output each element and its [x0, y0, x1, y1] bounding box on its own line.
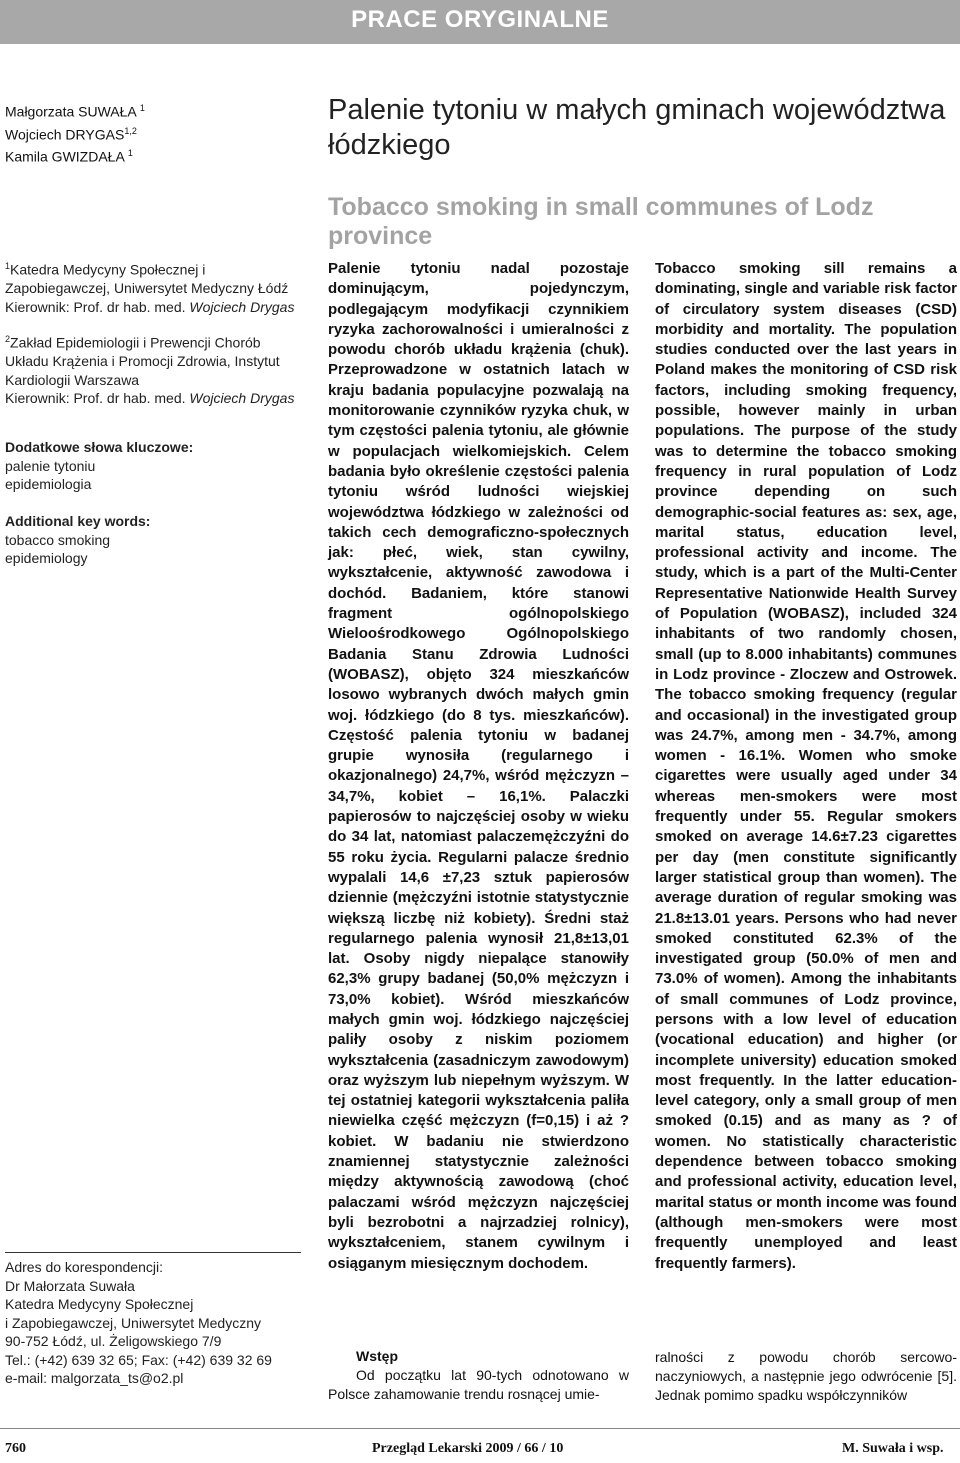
intro-heading: Wstęp	[356, 1348, 398, 1364]
author: Wojciech DRYGAS$^{1,2}$	[5, 125, 137, 143]
correspondence-divider	[5, 1252, 301, 1253]
section-header-bar	[0, 0, 960, 44]
keywords-english: Additional key words: tobacco smoking epidemiology	[5, 513, 151, 566]
intro-paragraph: Od początku lat 90-tych odnotowano w Polsce zahamowanie trendu rosnącej umie-	[328, 1367, 629, 1402]
footer-divider	[0, 1428, 960, 1429]
abstract-polish: Palenie tytoniu nadal pozostaje dominującym, pojedynczym, podlegającym modyfikacji czynnikiem ryzyka zachorowalności i umieralności z powodu chorób układu krążenia (chuk). Przeprowadzone w ostatnich latach w kraju badania populacyjne pozwalają na monitorowanie czynników ryzyka chuk, w tym częstości palenia tytoniu, ale głównie w populacjach wielkomiejskich. Celem badania było określenie częstości palenia tytoniu wśród ludności wiejskiej województwa łódzkiego w zależności od takich cech demograficzno-społecznych jak: płeć, wiek, stan cywilny, wykształcenie, aktywność zawodowa i dochód. Badaniem, które stanowi fragment ogólnopolskiego Wieloośrodkowego Ogólnopolskiego Badania Stanu Zdrowia Ludności (WOBASZ), objęto 324 mieszkańców losowo wybranych dwóch małych gmin woj. łódzkiego (do 8 tys. mieszkańców). Częstość palenia tytoniu w badanej grupie wynosiła (regularnego i okazjonalnego) 24,7%, wśród mężczyzn – 34,7%, kobiet – 16,1%. Palaczki papierosów to najczęściej osoby w wieku do 34 lat, natomiast palaczemężczyźni do 55 roku życia. Regularni palacze średnio wypalali 14,6 ±7,23 sztuk papierosów dziennie (mężczyźni istotnie statystycznie większą liczbę niż kobiety). Średni staż regularnego palenia wynosił 21,8±13,01 lat. Osoby nigdy niepalące stanowiły 62,3% grupy badanej (50,0% mężczyzn i 73,0% kobiet). Wśród mieszkańców małych gmin woj. łódzkiego najczęściej paliły osoby z niskim poziomem wykształcenia (zasadniczym zawodowym) oraz wyższym lub niepełnym wyższym. W tej ostatniej kategorii wykształcenia paliła niewielka część mężczyzn (f=0,15) i aż ? kobiet. W badaniu nie stwierdzono znamiennej statystycznie zależności między aktywnością zawodową (choć palaczami wśród mężczyzn najczęściej byli bezrobotni a najrzadziej rolnicy), wykształceniem, stanem cywilnym i osiąganym miesięcznym dochodem.	[328, 260, 629, 1272]
intro-paragraph-continued: ralności z powodu chorób sercowo-naczyniowych, a następnie jego odwrócenie [5]. Jednak pomimo spadku współczynników	[655, 1349, 957, 1403]
correspondence-address: Adres do korespondencji: Dr Małorzata Suwała Katedra Medycyny Społecznej i Zapobiegawczej, Uniwersytet Medyczny 90-752 Łódź, ul. Żeligowskiego 7/9 Tel.: (+42) 639 32 65; Fax: (+42) 639 32 69 e-mail: malgorzata_ts@o2.pl	[5, 1258, 305, 1388]
author: Kamila GWIZDAŁA $^1$	[5, 148, 133, 165]
running-authors: M. Suwała i wsp.	[842, 1441, 944, 1456]
affiliation-1: $^1$Katedra Medycyny Społecznej i Zapobiegawczej, Uniwersytet Medyczny Łódź Kierownik: Prof. dr hab. med. Wojciech Drygas	[5, 261, 295, 315]
author: Małgorzata SUWAŁA $^1$	[5, 103, 145, 120]
article-title-english: Tobacco smoking in small communes of Lodz province	[328, 193, 874, 250]
journal-citation: Przegląd Lekarski 2009 / 66 / 10	[372, 1441, 564, 1456]
affiliation-2: $^2$Zakład Epidemiologii i Prewencji Chorób Układu Krążenia i Promocji Zdrowia, Instytut Kardiologii Warszawa Kierownik: Prof. dr hab. med. Wojciech Drygas	[5, 334, 295, 407]
page-number: 760	[5, 1441, 26, 1456]
section-title: PRACE ORYGINALNE	[351, 6, 609, 33]
abstract-english: Tobacco smoking sill remains a dominating, single and variable risk factor of circulatory system diseases (CSD) morbidity and mortality. The population studies conducted over the last years in Poland makes the monitoring of CSD risk factors, including smoking frequency, possible, however mainly in urban populations. The purpose of the study was to determine the tobacco smoking frequency in rural population of Lodz province depending on such demographic-social features as: sex, age, marital status, education level, professional activity and income. The study, which is a part of the Multi-Center Representative Nationwide Health Survey of Population (WOBASZ), included 324 inhabitants of two randomly chosen, small (up to 8.000 inhabitants) communes in Lodz province - Zloczew and Ostrowek. The tobacco smoking frequency (regular and occasional) in the investigated group was 24.7%, among men - 34.7%, among women - 16.1%. Women who smoke cigarettes were usually aged under 34 whereas men-smokers were most frequently under 55. Regular smokers smoked on average 14.6±7.23 cigarettes per day (men constitute significantly larger statistical group than women). The average duration of regular smoking was 21.8±13.01 years. Persons who had never smoked constituted 62.3% of the investigated group (50.0% of men and 73.0% of women). Among the inhabitants of small communes of Lodz province, persons with a low level of education (vocational education) and higher (or incomplete university) education smoked most frequently. In the latter education-level category, only a small group of men smoked (0.15) and as many as ? of women. No statistically characteristic dependence between tobacco smoking and professional activity, education level, marital status or month income was found (although men-smokers were most frequently unemployed and least frequently farmers).	[655, 260, 957, 1272]
article-title-polish: Palenie tytoniu w małych gminach województwa łódzkiego	[328, 94, 946, 161]
keywords-polish: Dodatkowe słowa kluczowe: palenie tytoniu epidemiologia	[5, 439, 194, 492]
author-list	[5, 99, 145, 167]
email-text: e-mail: malgorzata_ts@o2.pl	[5, 1370, 184, 1386]
